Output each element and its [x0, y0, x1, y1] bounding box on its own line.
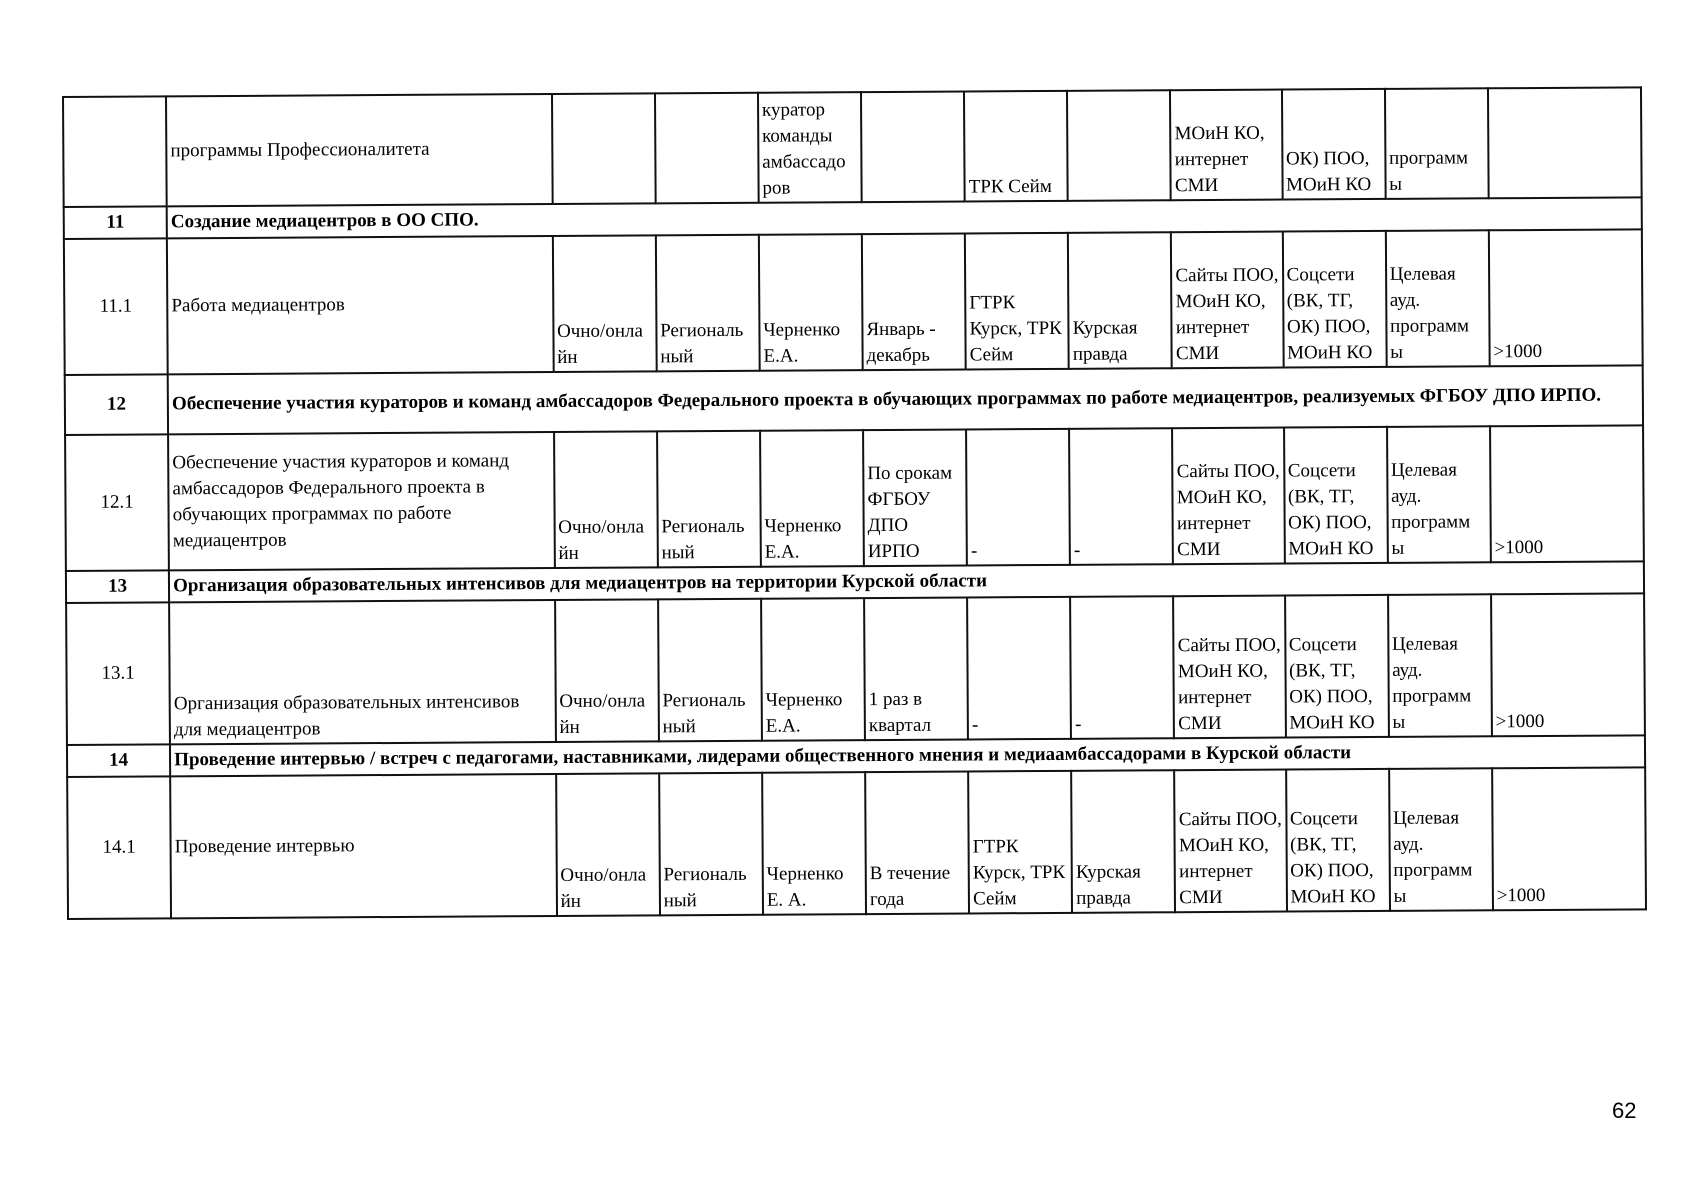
cell-social: ОК) ПОО, МОиН КО — [1281, 89, 1385, 200]
section-number: 12 — [65, 374, 168, 435]
cell-responsible: Черненко Е.А. — [760, 430, 864, 567]
section-number: 13 — [66, 570, 169, 603]
cell-press: - — [1070, 596, 1174, 739]
cell-name: Обеспечение участия кураторов и команд амбассадоров Федерального проекта в обучающих программах по работе медиацентров — [168, 432, 554, 570]
cell-term — [861, 91, 965, 202]
section-number: 14 — [67, 744, 170, 777]
cell-format: Очно/онла йн — [554, 431, 658, 568]
section-row — [65, 365, 1643, 435]
page-number: 62 — [1612, 1098, 1637, 1123]
cell-web: Сайты ПОО, МОиН КО, интернет СМИ — [1174, 770, 1286, 913]
section-title: Проведение интервью / встреч с педагогами, наставниками, лидерами общественного мнения и медиаамбассадорами в Курской области — [170, 735, 1645, 776]
cell-audience: Целевая ауд. программ ы — [1388, 594, 1492, 737]
cell-responsible: Черненко Е.А. — [761, 598, 865, 741]
cell-tv: - — [967, 597, 1071, 740]
cell-responsible: куратор команды амбассадо ров — [758, 92, 862, 203]
cell-press: Курская правда — [1071, 770, 1175, 913]
cell-web: Сайты ПОО, МОиН КО, интернет СМИ — [1173, 596, 1285, 739]
cell-audience: Целевая ауд. программ ы — [1389, 768, 1493, 911]
cell-web: Сайты ПОО, МОиН КО, интернет СМИ — [1171, 232, 1283, 369]
document-page — [62, 86, 1647, 920]
cell-name: Организация образовательных интенсивов для медиацентров — [169, 600, 555, 744]
cell-audience: программ ы — [1385, 88, 1489, 199]
cell-num: 14.1 — [67, 776, 171, 919]
cell-press: - — [1069, 428, 1173, 565]
cell-name: программы Профессионалитета — [166, 94, 552, 206]
table-row — [64, 229, 1643, 375]
cell-social: Соцсети (ВК, ТГ, ОК) ПОО, МОиН КО — [1285, 595, 1389, 738]
cell-tv: - — [966, 429, 1070, 566]
cell-name: Работа медиацентров — [167, 236, 553, 374]
cell-level — [655, 93, 759, 204]
section-number: 11 — [64, 206, 167, 239]
cell-audience: Целевая ауд. программ ы — [1385, 230, 1489, 367]
cell-num: 13.1 — [66, 602, 170, 745]
cell-level: Региональ ный — [657, 431, 761, 568]
section-title: Создание медиацентров в ОО СПО. — [167, 197, 1642, 238]
table-row — [65, 425, 1644, 571]
cell-level: Региональ ный — [658, 599, 762, 742]
cell-term: По срокам ФГБОУ ДПО ИРПО — [863, 429, 967, 566]
cell-social: Соцсети (ВК, ТГ, ОК) ПОО, МОиН КО — [1282, 231, 1386, 368]
cell-tv: ТРК Сейм — [964, 91, 1068, 202]
media-plan-table — [62, 86, 1647, 920]
cell-term: 1 раз в квартал — [864, 597, 968, 740]
cell-level: Региональ ный — [656, 235, 760, 372]
cell-format: Очно/онла йн — [552, 235, 656, 372]
cell-tv: ГТРК Курск, ТРК Сейм — [968, 771, 1072, 914]
cell-responsible: Черненко Е.А. — [759, 234, 863, 371]
cell-press — [1067, 90, 1171, 201]
cell-tv: ГТРК Курск, ТРК Сейм — [965, 233, 1069, 370]
table-row — [67, 767, 1646, 919]
cell-responsible: Черненко Е. А. — [762, 772, 866, 915]
cell-num: 11.1 — [64, 238, 168, 375]
cell-reach: >1000 — [1489, 229, 1643, 366]
cell-name: Проведение интервью — [170, 774, 556, 918]
cell-social: Соцсети (ВК, ТГ, ОК) ПОО, МОиН КО — [1284, 427, 1388, 564]
section-title: Организация образовательных интенсивов для медиацентров на территории Курской области — [169, 561, 1644, 602]
cell-web: Сайты ПОО, МОиН КО, интернет СМИ — [1172, 428, 1284, 565]
cell-format: Очно/онла йн — [556, 773, 660, 916]
cell-level: Региональ ный — [659, 773, 763, 916]
cell-term: Январь - декабрь — [862, 233, 966, 370]
cell-social: Соцсети (ВК, ТГ, ОК) ПОО, МОиН КО — [1286, 769, 1390, 912]
cell-reach: >1000 — [1491, 593, 1645, 736]
cell-num: 12.1 — [65, 434, 169, 571]
cell-format — [552, 93, 656, 204]
table-row — [66, 593, 1645, 745]
cell-reach: >1000 — [1492, 767, 1646, 910]
cell-num — [63, 96, 167, 207]
cell-audience: Целевая ауд. программ ы — [1387, 426, 1491, 563]
section-title: Обеспечение участия кураторов и команд амбассадоров Федерального проекта в обучающих программах по работе медиацентров, реализуемых ФГБОУ ДПО ИРПО. — [168, 365, 1643, 434]
table-row — [63, 87, 1642, 207]
cell-reach: >1000 — [1490, 425, 1644, 562]
cell-format: Очно/онла йн — [555, 599, 659, 742]
cell-press: Курская правда — [1068, 232, 1172, 369]
cell-web: МОиН КО, интернет СМИ — [1170, 90, 1282, 201]
cell-reach — [1488, 87, 1642, 198]
cell-term: В течение года — [865, 771, 969, 914]
